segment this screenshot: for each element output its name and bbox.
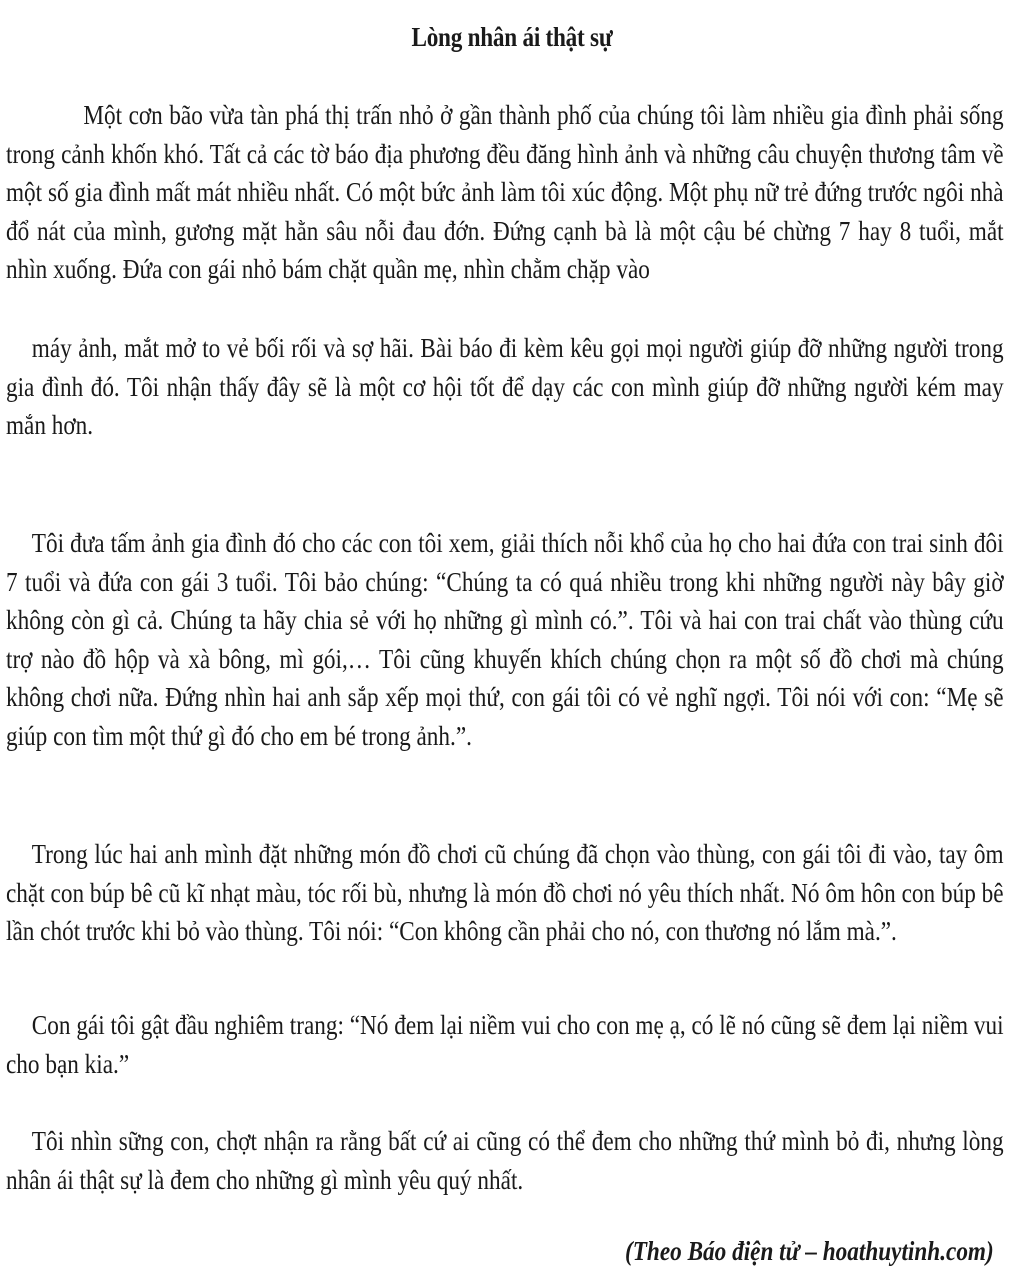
- paragraph-3: Tôi đưa tấm ảnh gia đình đó cho các con tôi xem, giải thích nỗi khổ của họ cho hai đứa con trai sinh đôi 7 tuổi và đứa con gái 3 tuổi. Tôi bảo chúng: “Chúng ta có quá nhiều trong khi những người này bây giờ không còn gì cả. Chúng ta hãy chia sẻ với họ những gì mình có.”. Tôi và hai con trai chất vào thùng cứu trợ nào đồ hộp và xà bông, mì gói,… Tôi cũng khuyến khích chúng chọn ra một số đồ chơi mà chúng không chơi nữa. Đứng nhìn hai anh sắp xếp mọi thứ, con gái tôi có vẻ nghĩ ngợi. Tôi nói với con: “Mẹ sẽ giúp con tìm một thứ gì đó cho em bé trong ảnh.”.: [6, 528, 1004, 751]
- paragraph-5: Con gái tôi gật đầu nghiêm trang: “Nó đem lại niềm vui cho con mẹ ạ, có lẽ nó cũng sẽ đem lại niềm vui cho bạn kia.”: [6, 1010, 1004, 1079]
- paragraph-2: máy ảnh, mắt mở to vẻ bối rối và sợ hãi. Bài báo đi kèm kêu gọi mọi người giúp đỡ những người trong gia đình đó. Tôi nhận thấy đây sẽ là một cơ hội tốt để dạy các con mình giúp đỡ những người kém may mắn hơn.: [6, 333, 1004, 440]
- paragraph-4: Trong lúc hai anh mình đặt những món đồ chơi cũ chúng đã chọn vào thùng, con gái tôi đi vào, tay ôm chặt con búp bê cũ kĩ nhạt màu, tóc rối bù, nhưng là món đồ chơi nó yêu thích nhất. Nó ôm hôn con búp bê lần chót trước khi bỏ vào thùng. Tôi nói: “Con không cần phải cho nó, con thương nó lắm mà.”.: [6, 839, 1004, 946]
- document-title: Lòng nhân ái thật sự: [411, 22, 613, 52]
- source-citation: (Theo Báo điện tử – hoathuytinh.com): [625, 1236, 994, 1266]
- paragraph-6: Tôi nhìn sững con, chợt nhận ra rằng bất cứ ai cũng có thể đem cho những thứ mình bỏ đi, nhưng lòng nhân ái thật sự là đem cho những gì mình yêu quý nhất.: [6, 1126, 1004, 1195]
- paragraph-1: Một cơn bão vừa tàn phá thị trấn nhỏ ở gần thành phố của chúng tôi làm nhiều gia đình phải sống trong cảnh khốn khó. Tất cả các tờ báo địa phương đều đăng hình ảnh và những câu chuyện thương tâm về một số gia đình mất mát nhiều nhất. Có một bức ảnh làm tôi xúc động. Một phụ nữ trẻ đứng trước ngôi nhà đổ nát của mình, gương mặt hằn sâu nỗi đau đớn. Đứng cạnh bà là một cậu bé chừng 7 hay 8 tuổi, mắt nhìn xuống. Đứa con gái nhỏ bám chặt quần mẹ, nhìn chằm chặp vào: [6, 100, 1004, 284]
